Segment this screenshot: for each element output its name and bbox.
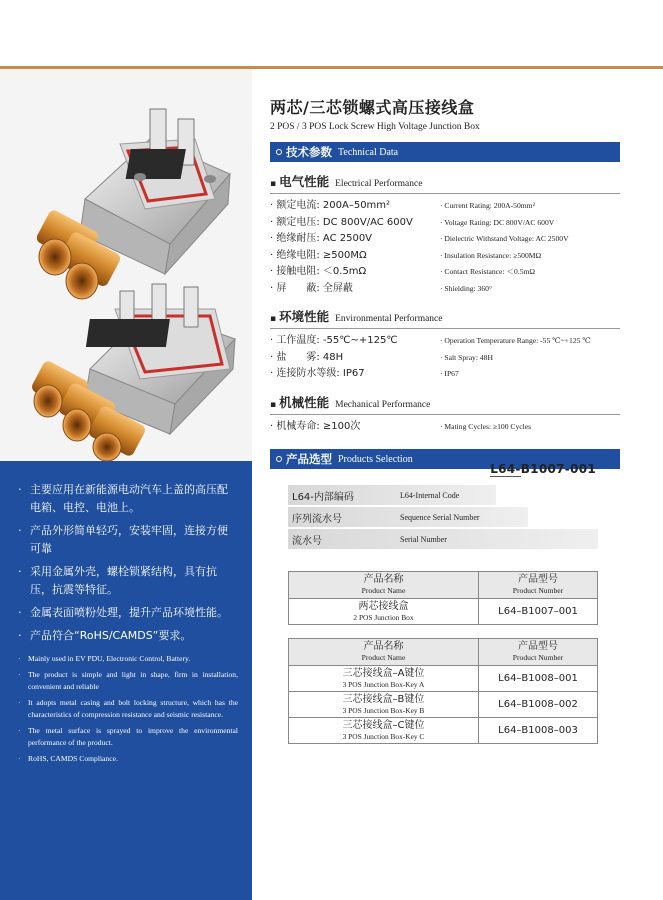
square-bullet-icon: ▪ xyxy=(270,179,277,189)
product-code: L64-B1007-001 xyxy=(490,462,596,476)
table-header-row: 产品名称 Product Name 产品型号 Product Number xyxy=(289,572,598,599)
two-pos-box xyxy=(35,109,230,299)
spec-zh: · 额定电流: 200A–50mm² xyxy=(270,200,391,211)
electrical-specs xyxy=(270,198,620,297)
environmental-specs xyxy=(270,333,620,383)
square-bullet-icon: ▪ xyxy=(270,314,277,324)
mechanical-heading: ▪ 机械性能 Mechanical Performance xyxy=(270,393,620,415)
spec-en: · Operation Temperature Range: -55 ℃~+125 ℃ xyxy=(440,336,591,345)
spec-column xyxy=(270,95,620,469)
spec-zh: · 工作温度: -55℃~+125℃ xyxy=(270,335,398,346)
code-breakdown xyxy=(288,462,598,549)
features-en-list xyxy=(18,653,238,765)
three-pos-box xyxy=(30,284,235,461)
table-row: 三芯接线盒–C键位 3 POS Junction Box-Key C L64–B1008–003 xyxy=(289,718,598,744)
feature-zh: · 产品外形简单轻巧，安装牢固，连接方便可靠 xyxy=(18,524,228,555)
junction-box-illustration xyxy=(0,69,252,461)
table-row: 三芯接线盒–B键位 3 POS Junction Box-Key B L64–B1008–002 xyxy=(289,692,598,718)
bullet-circle-icon xyxy=(276,456,282,462)
code-row: L64-内部编码 L64-Internal Code xyxy=(288,485,598,505)
electrical-heading: ▪ 电气性能 Electrical Performance xyxy=(270,172,620,194)
features-panel xyxy=(0,461,252,900)
feature-en: · It adopts metal casing and bolt locking structure, which has the characteristics of compression resistance and seismic resistance. xyxy=(18,697,238,719)
spec-zh: · 绝缘耐压: AC 2500V xyxy=(270,233,373,244)
spec-en: · Salt Spray: 48H xyxy=(440,352,493,362)
code-row: 序列流水号 Sequence Serial Number xyxy=(288,507,598,527)
features-zh-list xyxy=(18,481,238,645)
spec-zh: · 绝缘电阻: ≥500MΩ xyxy=(270,249,367,261)
table-row: 两芯接线盒 2 POS Junction Box L64–B1007–001 xyxy=(289,599,598,625)
spec-zh: · 盐 雾: 48H xyxy=(270,351,344,363)
spec-en: · Shielding: 360° xyxy=(440,283,492,293)
feature-en: · The product is simple and light in shape, firm in installation, convenient and reliable xyxy=(18,669,238,691)
feature-zh: · 采用金属外壳，螺栓锁紧结构，具有抗压，抗震等特征。 xyxy=(18,565,217,596)
product-table-3pos xyxy=(288,638,598,744)
feature-en: · RoHS, CAMDS Compliance. xyxy=(18,753,118,763)
spec-en: · IP67 xyxy=(440,369,459,378)
page-subtitle: 2 POS / 3 POS Lock Screw High Voltage Junction Box xyxy=(270,122,480,132)
mechanical-specs xyxy=(270,419,620,436)
spec-en: · Voltage Rating: DC 800V/AC 600V xyxy=(440,217,555,227)
environmental-heading: ▪ 环境性能 Environmental Performance xyxy=(270,307,620,329)
spec-zh: · 机械寿命: ≥100次 xyxy=(270,420,361,432)
bullet-circle-icon xyxy=(276,149,282,155)
spec-en: · Current Rating: 200A-50mm² xyxy=(440,201,535,210)
spec-en: · Insulation Resistance: ≥500MΩ xyxy=(440,250,542,260)
products-selection-bar: 产品选型 Products Selection xyxy=(270,449,620,469)
spec-en: · Dielectric Withstand Voltage: AC 2500V xyxy=(440,234,569,243)
technical-data-bar: 技术参数 Technical Data xyxy=(270,142,620,162)
product-table-2pos xyxy=(288,571,598,625)
feature-zh: · 产品符合“RoHS/CAMDS”要求。 xyxy=(18,629,192,642)
table-row: 三芯接线盒–A键位 3 POS Junction Box-Key A L64–B1008–001 xyxy=(289,666,598,692)
page-title: 两芯/三芯锁螺式高压接线盒 xyxy=(270,98,475,117)
spec-en: · Mating Cycles: ≥100 Cycles xyxy=(440,421,532,431)
square-bullet-icon: ▪ xyxy=(270,399,277,410)
code-row: 流水号 Serial Number xyxy=(288,529,598,549)
feature-en: · The metal surface is sprayed to improve the environmental performance of the product. xyxy=(18,725,238,747)
spec-zh: · 接触电阻: ＜0.5mΩ xyxy=(270,266,367,277)
table-header-row: 产品名称 Product Name 产品型号 Product Number xyxy=(289,639,598,666)
left-column xyxy=(0,69,252,900)
spec-en: · Contact Resistance: ＜0.5mΩ xyxy=(440,267,536,276)
spec-zh: · 额定电压: DC 800V/AC 600V xyxy=(270,216,413,228)
feature-en: · Mainly used in EV PDU, Electronic Control, Battery. xyxy=(18,654,191,663)
feature-zh: · 金属表面喷粉处理，提升产品环境性能。 xyxy=(18,606,228,619)
spec-zh: · 连接防水等级: IP67 xyxy=(270,368,365,379)
spec-zh: · 屏 蔽: 全屏蔽 xyxy=(270,282,353,294)
feature-zh: · 主要应用在新能源电动汽车上盖的高压配电箱、电控、电池上。 xyxy=(18,483,228,514)
product-photos xyxy=(0,69,252,461)
